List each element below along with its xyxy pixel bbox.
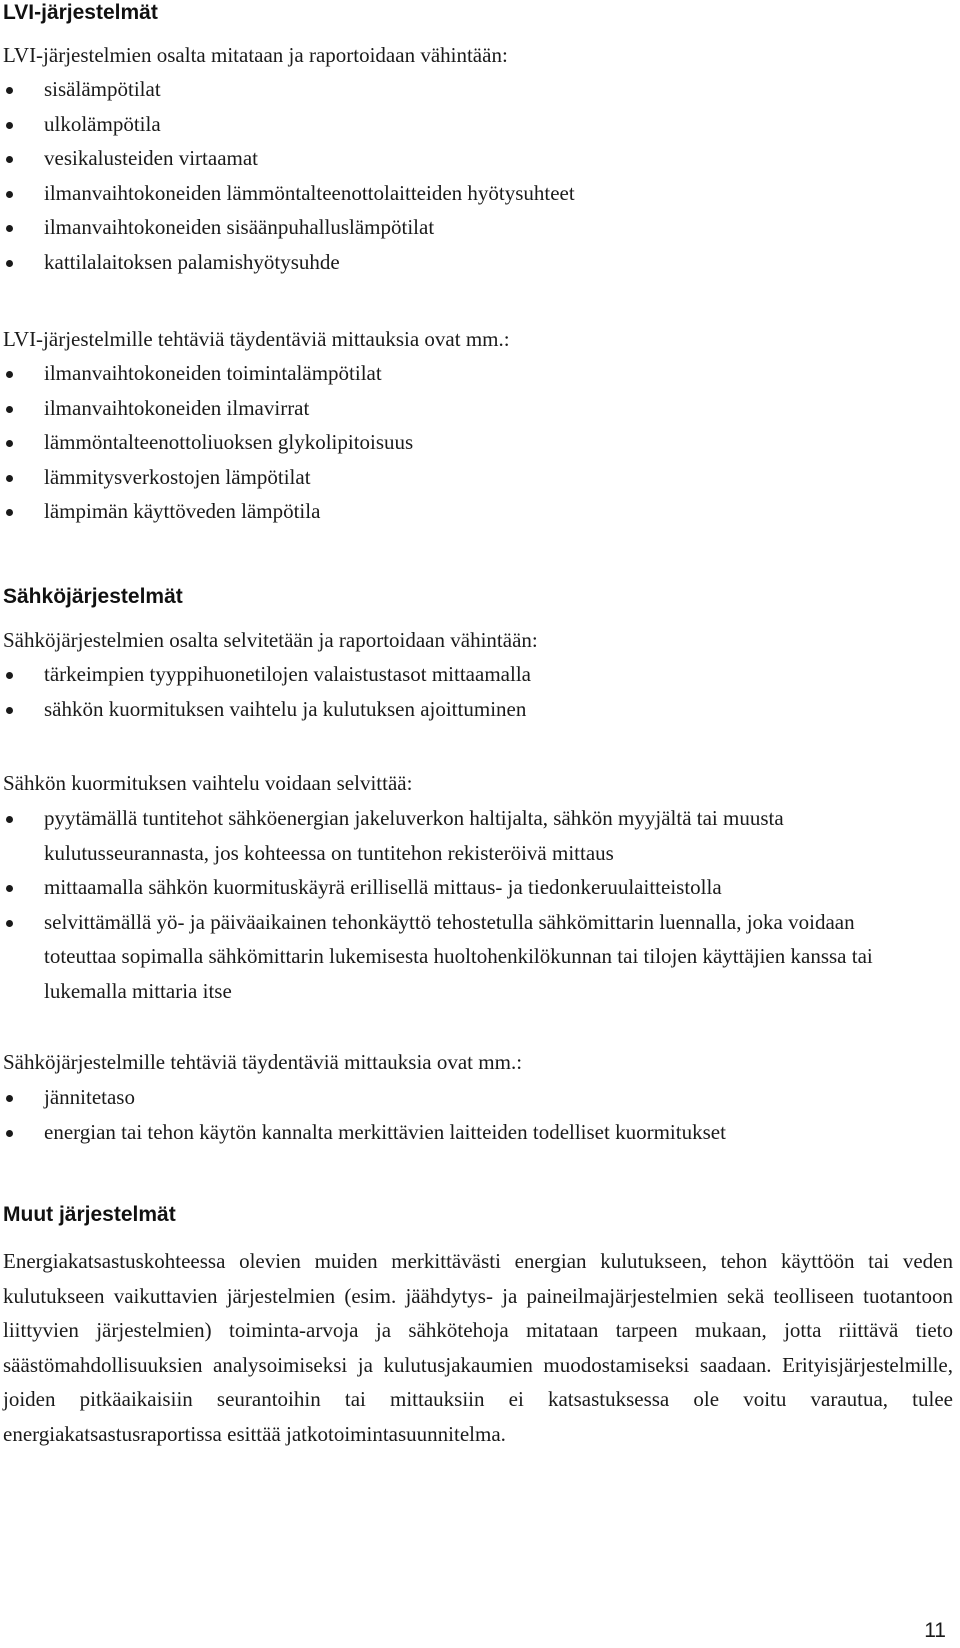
- electric-load-methods-list: [3, 801, 923, 1008]
- list-item: kattilalaitoksen palamishyötysuhde: [3, 245, 943, 280]
- list-item: jännitetaso: [3, 1080, 943, 1115]
- section-heading-electric: Sähköjärjestelmät: [3, 585, 183, 608]
- electric-intro: Sähköjärjestelmien osalta selvitetään ja raportoidaan vähintään:: [3, 628, 538, 652]
- list-item: ilmanvaihtokoneiden ilmavirrat: [3, 391, 943, 426]
- list-item: sähkön kuormituksen vaihtelu ja kulutuksen ajoittuminen: [3, 692, 943, 727]
- list-item: energian tai tehon käytön kannalta merkittävien laitteiden todelliset kuormitukset: [3, 1115, 943, 1150]
- page-number: 11: [924, 1619, 946, 1642]
- list-item: sisälämpötilat: [3, 72, 943, 107]
- list-item: selvittämällä yö- ja päiväaikainen tehonkäyttö tehostetulla sähkömittarin luennalla, joka voidaan toteuttaa sopimalla sähkömittarin lukemisesta huoltohenkilökunnan tai tilojen käyttäjien kanssa tai lukemalla mittaria itse: [3, 905, 923, 1009]
- list-item: mittaamalla sähkön kuormituskäyrä erillisellä mittaus- ja tiedonkeruulaitteistolla: [3, 870, 923, 905]
- list-item: lämmöntalteenottoliuoksen glykolipitoisuus: [3, 425, 943, 460]
- other-body: Energiakatsastuskohteessa olevien muiden merkittävästi energian kulutukseen, tehon käyttöön tai veden kulutukseen vaikuttavien järjestelmien (esim. jäähdytys- ja paineilmajärjestelmien sekä teolliseen tuotantoon liittyvien järjestelmien) toiminta-arvoja ja sähkötehoja mitataan tarpeen mukaan, jotta riittävä tieto säästömahdollisuuksien analysoimiseksi ja kulutusjakaumien muodostamiseksi saadaan. Erityisjärjestelmille, joiden pitkäaikaisiin seurantoihin tai mittauksiin ei katsastuksessa ole voitu varautua, tulee energiakatsastusraportissa esittää jatkotoimintasuunnitelma.: [3, 1249, 953, 1446]
- list-item: ilmanvaihtokoneiden toimintalämpötilat: [3, 356, 943, 391]
- electric-extra-list: [3, 1080, 943, 1149]
- list-item: ilmanvaihtokoneiden lämmöntalteenottolaitteiden hyötysuhteet: [3, 176, 943, 211]
- list-item: vesikalusteiden virtaamat: [3, 141, 943, 176]
- section-heading-other: Muut järjestelmät: [3, 1203, 176, 1226]
- list-item: ulkolämpötila: [3, 107, 943, 142]
- electric-measured-list: [3, 657, 943, 726]
- electric-extra-intro: Sähköjärjestelmille tehtäviä täydentäviä mittauksia ovat mm.:: [3, 1050, 523, 1074]
- list-item: ilmanvaihtokoneiden sisäänpuhalluslämpötilat: [3, 210, 943, 245]
- list-item: tärkeimpien tyyppihuonetilojen valaistustasot mittaamalla: [3, 657, 943, 692]
- list-item: pyytämällä tuntitehot sähköenergian jakeluverkon haltijalta, sähkön myyjältä tai muusta kulutusseurannasta, jos kohteessa on tuntitehon rekisteröivä mittaus: [3, 801, 923, 870]
- lvi-extra-list: [3, 356, 943, 529]
- electric-load-intro: Sähkön kuormituksen vaihtelu voidaan selvittää:: [3, 771, 413, 795]
- list-item: lämpimän käyttöveden lämpötila: [3, 494, 943, 529]
- lvi-extra-intro: LVI-järjestelmille tehtäviä täydentäviä mittauksia ovat mm.:: [3, 327, 510, 351]
- list-item: lämmitysverkostojen lämpötilat: [3, 460, 943, 495]
- lvi-measured-list: [3, 72, 943, 279]
- lvi-intro: LVI-järjestelmien osalta mitataan ja raportoidaan vähintään:: [3, 43, 508, 67]
- section-heading-lvi: LVI-järjestelmät: [3, 1, 158, 24]
